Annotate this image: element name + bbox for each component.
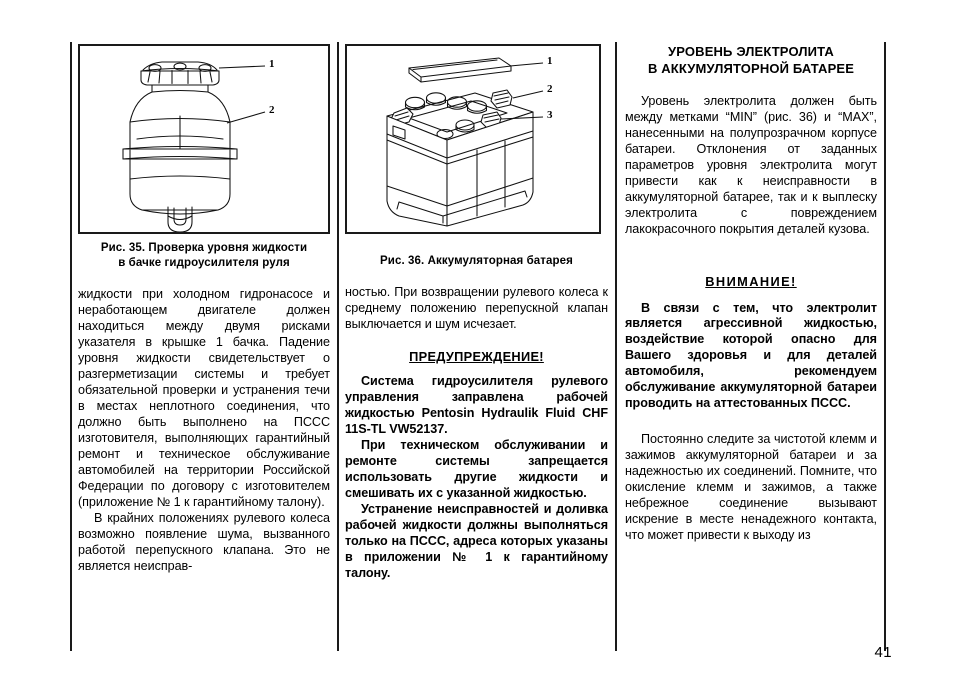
section-heading-line-2: В АККУМУЛЯТОРНОЙ БАТАРЕЕ <box>647 60 855 76</box>
figure-36-callout-3: 3 <box>547 109 553 121</box>
section-heading-line-1: УРОВЕНЬ ЭЛЕКТРОЛИТА <box>668 44 834 59</box>
figure-36-callout-2: 2 <box>547 83 553 95</box>
figure-36-caption <box>345 254 608 269</box>
col3-attention-paragraph-1: В связи с тем, что электролит является агрессивной жидкостью, воздействие которой опасно для Вашего здоровья и для деталей автомобиля, рекомендуем обслуживание аккумуляторной батареи проводить на аттестованных ПССС. <box>625 300 877 411</box>
power-steering-reservoir-illustration <box>80 46 328 232</box>
figure-36-box <box>345 44 601 234</box>
col2-warning-paragraph-3: Устранение неисправностей и доливка рабочей жидкости должны выполняться только на ПССС, адреса которых указаны в приложении № 1 к гарантийному талону. <box>345 501 608 580</box>
column-1-body <box>78 287 330 574</box>
column-rule-left <box>70 42 72 651</box>
column-3-body-2 <box>625 432 877 544</box>
figure-35-caption <box>78 241 330 271</box>
figure-35-callout-1: 1 <box>269 58 275 70</box>
figure-35-box <box>78 44 330 234</box>
col1-paragraph-2: В крайних положениях рулевого колеса возможно появление шума, вызванного работой перепускного клапана. Это не является неисправ- <box>78 510 330 573</box>
column-2 <box>345 44 608 582</box>
col2-warning-paragraph-2: При техническом обслуживании и ремонте системы запрещается использовать другие жидкости и смешивать их с указанной жидкостью. <box>345 437 608 500</box>
col2-warning-paragraph-1: Система гидроусилителя рулевого управления заправлена рабочей жидкостью Pentosin Hydraulik Fluid CHF 11S-TL VW52137. <box>345 374 608 436</box>
figure-35-caption-line-2: в бачке гидроусилителя руля <box>118 257 290 270</box>
column-rule-middle-2 <box>615 42 617 651</box>
figure-35-caption-line-1: Рис. 35. Проверка уровня жидкости <box>100 242 308 254</box>
column-3-attention-body <box>625 301 877 413</box>
warning-title: ПРЕДУПРЕЖДЕНИЕ! <box>409 349 544 365</box>
section-heading <box>625 44 877 78</box>
attention-title: ВНИМАНИЕ! <box>705 273 797 289</box>
column-2-warning-body <box>345 374 608 582</box>
column-3-body-1 <box>625 94 877 238</box>
column-3 <box>625 44 877 544</box>
col3-paragraph-1: Уровень электролита должен быть между метками “MIN” (рис. 36) и “MAX”, нанесенными на полупрозрачном корпусе батареи. Отклонения от заданных параметров уровня электролита могут привести как к неисправности в аккумуляторной батарее, так и к выплеску электролита с повреждением лакокрасочного покрытия деталей кузова. <box>625 93 877 236</box>
figure-35-callout-2: 2 <box>269 104 275 116</box>
column-1 <box>78 44 330 575</box>
column-rule-right <box>884 42 886 651</box>
column-2-intro <box>345 285 608 333</box>
storage-battery-illustration <box>347 46 599 232</box>
figure-36-callout-1: 1 <box>547 55 553 67</box>
col3-paragraph-2: Постоянно следите за чистотой клемм и зажимов аккумуляторной батареи и за надежностью их соединений. Помните, что окисление клемм и зажимов, а также небрежное соединение вызывают искрение в месте ненадежного контакта, что может привести к выходу из <box>625 432 877 543</box>
col2-paragraph-1: ностью. При возвращении рулевого колеса к среднему положению перепускной клапан выключается и шум исчезает. <box>345 285 608 332</box>
col1-paragraph-1: жидкости при холодном гидронасосе и неработающем двигателе должен находиться между двумя рисками указателя в крышке 1 бачка. Падение уровня жидкости свидетельствует о разгерметизации системы и требует обязательной проверки и устранения течи в местах неплотного соединения, что должно быть выполнено на ПССС изготовителя, выполняющих гарантийный ремонт и техническое обслуживание автомобилей на территории Российской Федерации по договору с изготовителем (приложение № 1 к гарантийному талону). <box>78 287 330 509</box>
page-number: 41 <box>874 644 892 661</box>
figure-36-caption-line-1: Рис. 36. Аккумуляторная батарея <box>380 255 573 267</box>
column-rule-middle-1 <box>337 42 339 651</box>
